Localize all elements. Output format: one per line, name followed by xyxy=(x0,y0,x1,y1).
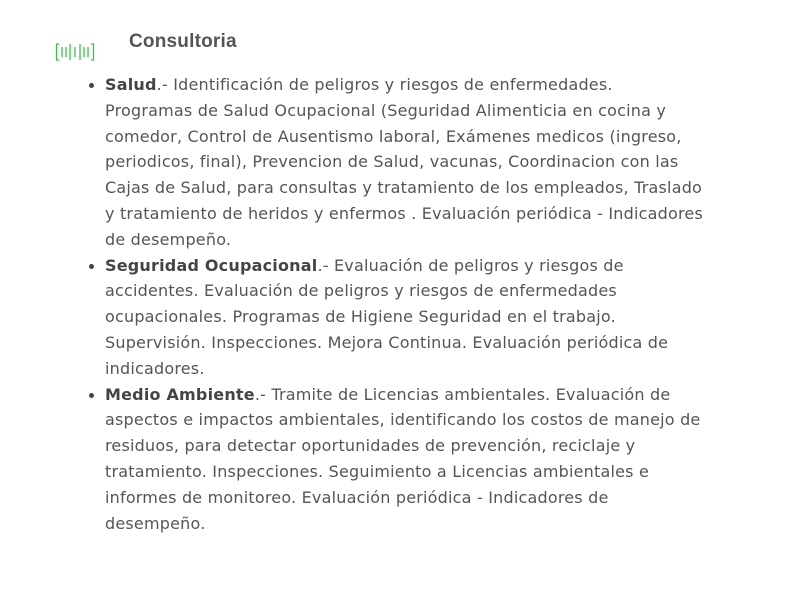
list-item-salud xyxy=(105,72,705,253)
list-item-term: Salud xyxy=(105,75,157,94)
barcode-brackets-icon xyxy=(55,42,95,62)
list-item-term: Seguridad Ocupacional xyxy=(105,255,318,275)
list-item-term: Medio Ambiente xyxy=(105,384,255,404)
list-item-description: .- Identificación de peligros y riesgos de enfermedades. Programas de Salud Ocupacional (Seguridad Alimenticia en cocina y comedor, Control de Ausentismo laboral, Exámenes medicos (ingreso, periodicos, final), Prevencion de Salud, vacunas, Coordinacion con las Cajas de Salud, para consultas y tratamiento de los empleados, Traslado y tratamiento de heridos y enfermos . Evaluación periódica - Indicadores de desempeño. xyxy=(105,75,704,249)
section-title: Consultoria xyxy=(129,31,237,52)
list-item-description: .- Tramite de Licencias ambientales. Evaluación de aspectos e impactos ambientales, identificando los costos de manejo de residuos, para detectar oportunidades de prevención, reciclaje y tratamiento. Inspecciones. Seguimiento a Licencias ambientales e informes de monitoreo. Evaluación periódica - Indicadores de desempeño. xyxy=(105,384,701,533)
services-list xyxy=(84,72,705,536)
list-item-description: .- Evaluación de peligros y riesgos de accidentes. Evaluación de peligros y riesgos de enfermedades ocupacionales. Programas de Higiene Seguridad en el trabajo. Supervisión. Inspecciones. Mejora Continua. Evaluación periódica de indicadores. xyxy=(105,255,669,378)
list-item-seguridad-ocupacional xyxy=(105,253,705,382)
list-item-medio-ambiente xyxy=(105,382,705,537)
